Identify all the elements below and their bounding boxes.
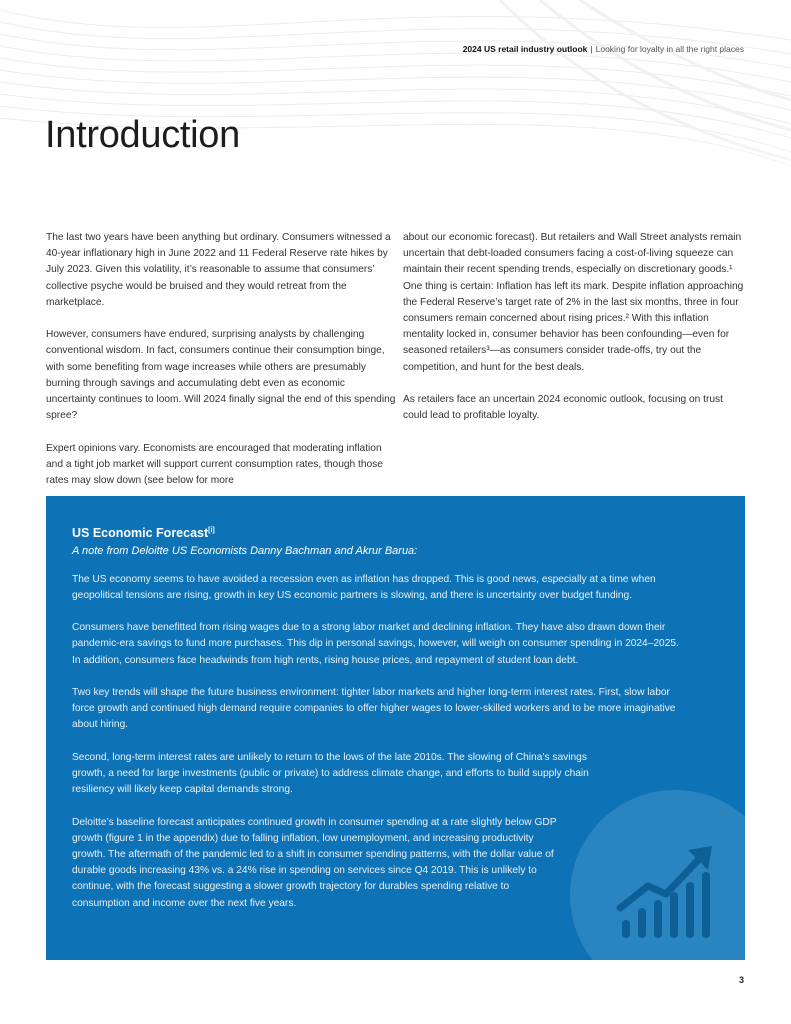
intro-column-left [46, 230, 396, 505]
intro-column-right [403, 230, 748, 441]
page-number: 3 [738, 975, 744, 985]
intro-paragraph: Expert opinions vary. Economists are encouraged that moderating inflation and a tight job market will support current consumption rates, though those rates may slow down (see below for more [46, 442, 383, 487]
callout-paragraph: Consumers have benefitted from rising wages due to a strong labor market and declining inflation. They have also drawn down their pandemic-era savings to fund more purchases. This dip in personal savings, however, will weigh on consumer spending in 2024–2025. In addition, consumers face headwinds from high rents, rising house prices, and repayment of student loan debt. [72, 622, 679, 666]
intro-paragraph: As retailers face an uncertain 2024 economic outlook, focusing on trust could lead to profitable loyalty. [403, 394, 723, 422]
callout-paragraph: Second, long-term interest rates are unlikely to return to the lows of the late 2010s. The slowing of China’s savings growth, a need for large investments (public or private) to address climate change, and efforts to build supply chain resiliency will likely keep capital demands strong. [72, 751, 589, 796]
report-subtitle: Looking for loyalty in all the right places [595, 44, 744, 54]
intro-paragraph: However, consumers have endured, surprising analysts by challenging conventional wisdom. In fact, consumers continue their consumption binge, with some benefiting from wage increases while others are presumably burning through savings and accumulating debt even as economic uncertainty continues to loom. Will 2024 finally signal the end of this spending spree? [46, 329, 396, 422]
callout-footnote-ref: [i] [208, 527, 215, 534]
report-title: 2024 US retail industry outlook [462, 44, 588, 54]
intro-paragraph: The last two years have been anything but ordinary. Consumers witnessed a 40-year inflationary high in June 2022 and 11 Federal Reserve rate hikes by July 2023. Given this volatility, it’s reasonable to assume that consumers’ collective psyche would be bruised and they would retreat from the marketplace. [46, 232, 391, 308]
callout-paragraph: Deloitte’s baseline forecast anticipates continued growth in consumer spending at a rate slightly below GDP growth (figure 1 in the appendix) due to falling inflation, low unemployment, and increasing productivity growth. The aftermath of the pandemic led to a shift in consumer spending patterns, with the dollar value of durable goods increasing 43% vs. a 24% rise in spending on services since Q4 2019. This is unlikely to continue, with the forecast suggesting a slower growth trajectory for durables spending relative to consumption and income over the next five years. [72, 816, 557, 909]
intro-paragraph-continued: about our economic forecast). But retailers and Wall Street analysts remain uncertain that debt-loaded consumers facing a cost-of-living squeeze can maintain their recent spending trends, especially on discretionary goods.¹ One thing is certain: Inflation has left its mark. Despite inflation approaching the Federal Reserve’s target rate of 2% in the last six months, three in four consumers remain concerned about rising prices.² With this inflation mentality locked in, consumer behavior has been confounding—even for seasoned retailers³—as consumers consider trade-offs, try out the competition, and hunt for the best deals. [403, 232, 744, 373]
callout-title: US Economic Forecast[i] [72, 526, 215, 541]
callout-paragraph: Two key trends will shape the future business environment: tighter labor markets and higher long-term interest rates. First, slow labor force growth and continued high demand require companies to offer higher wages to lower-skilled workers and to be more imaginative about hiring. [72, 686, 676, 731]
page-title: Introduction [45, 114, 240, 156]
callout-paragraph: The US economy seems to have avoided a recession even as inflation has dropped. This is good news, especially at a time when geopolitical tensions are rising, growth in key US economic partners is slowing, and there is uncertainty over budget funding. [72, 573, 656, 601]
header-separator: | [590, 44, 593, 54]
running-header [463, 44, 744, 54]
callout-subtitle: A note from Deloitte US Economists Danny Bachman and Akrur Barua: [72, 545, 418, 558]
economic-forecast-callout [46, 496, 745, 960]
